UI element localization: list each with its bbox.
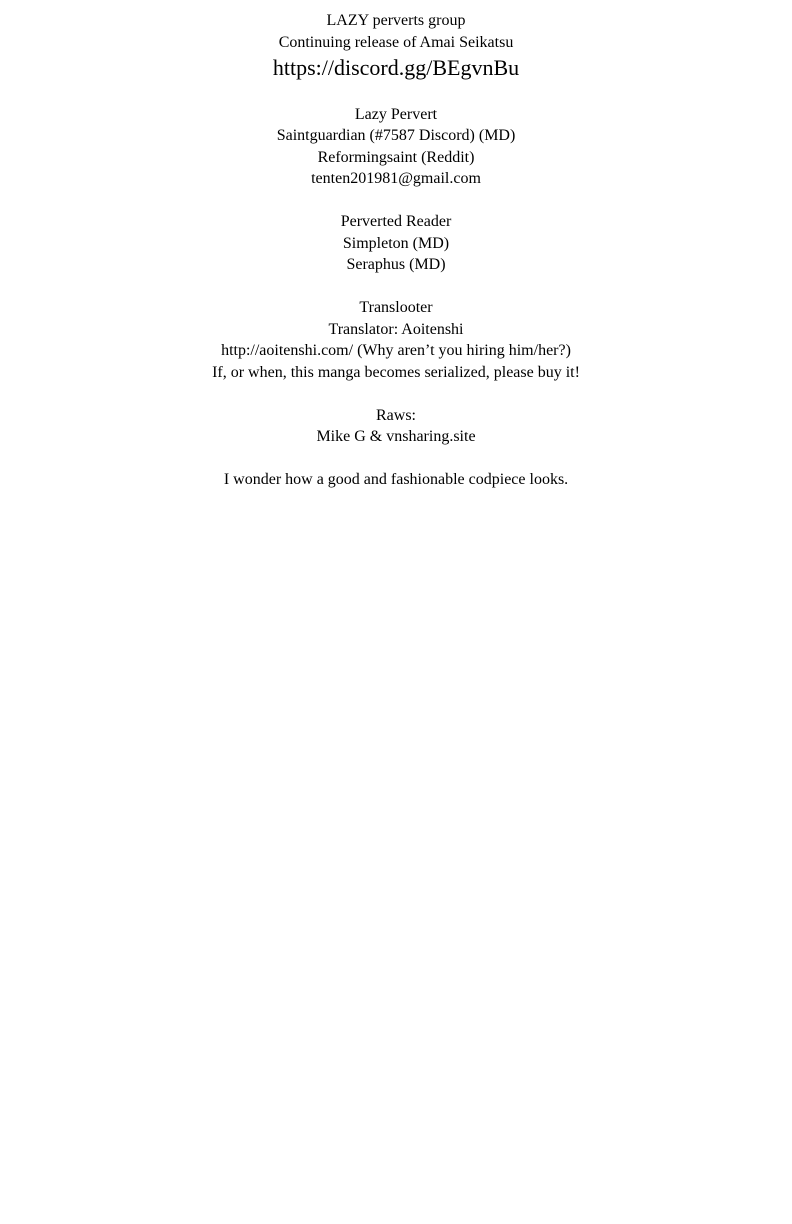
credit-line: Translator: Aoitenshi xyxy=(328,320,464,338)
credit-line: Reformingsaint (Reddit) xyxy=(317,148,475,166)
discord-link: https://discord.gg/BEgvnBu xyxy=(272,55,520,80)
credit-line: Seraphus (MD) xyxy=(346,256,446,273)
section-raws xyxy=(0,405,792,448)
translator-site-line: http://aoitenshi.com/ (Why aren’t you hiring him/her?) xyxy=(221,342,571,359)
section-title: Translooter xyxy=(359,299,433,316)
credit-line: Saintguardian (#7587 Discord) (MD) xyxy=(276,127,516,144)
section-title: Raws: xyxy=(376,406,416,424)
section-lazy-pervert xyxy=(0,104,792,190)
release-note: Continuing release of Amai Seikatsu xyxy=(278,33,514,51)
closing-remark: I wonder how a good and fashionable codpiece looks. xyxy=(223,471,569,488)
credit-line: Mike G & vnsharing.site xyxy=(316,428,476,445)
section-title: Perverted Reader xyxy=(340,213,452,230)
header-block xyxy=(0,10,792,82)
section-perverted-reader xyxy=(0,211,792,276)
footer-block xyxy=(0,469,792,491)
credit-email: tenten201981@gmail.com xyxy=(311,170,481,187)
credit-line: If, or when, this manga becomes serialized, please buy it! xyxy=(212,363,580,381)
section-translooter xyxy=(0,297,792,383)
section-title: Lazy Pervert xyxy=(354,105,438,123)
group-name: LAZY perverts group xyxy=(326,12,466,29)
credit-line: Simpleton (MD) xyxy=(342,234,450,252)
